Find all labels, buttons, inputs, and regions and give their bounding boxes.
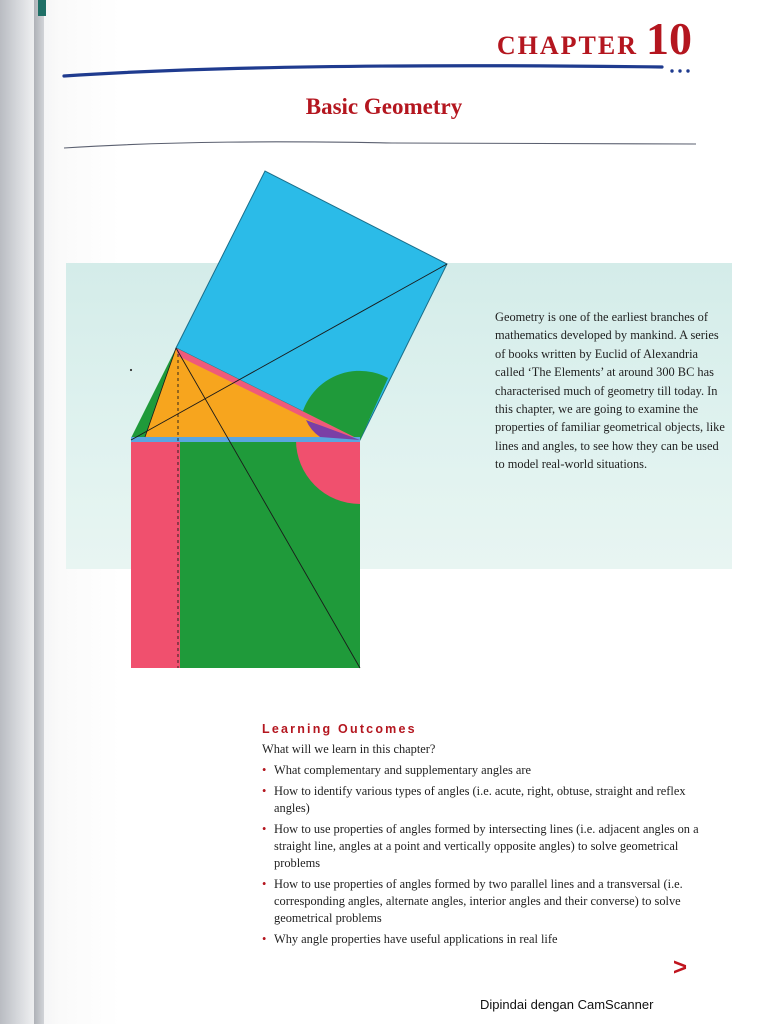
learning-outcomes-question: What will we learn in this chapter? (262, 742, 436, 756)
learning-outcomes-list (262, 762, 702, 952)
chapter-label: CHAPTER (496, 31, 638, 60)
title-underline (62, 138, 698, 154)
list-item: • How to use properties of angles formed by intersecting lines (i.e. adjacent angles on a straight line, angles at a point and vertically opposite angles) to solve geometrical problems (262, 821, 702, 872)
intro-paragraph: Geometry is one of the earliest branches of mathematics developed by mankind. A series of books written by Euclid of Alexandria called ‘The Elements’ at around 300 BC has characterised much of geometry till today. In this chapter, we are going to examine the properties of familiar geometrical objects, like lines and angles, to see how they can be used to model real-world situations. (495, 310, 725, 472)
chapter-header-rule (62, 58, 702, 88)
base-strip (131, 437, 360, 442)
list-item: • What complementary and supplementary angles are (262, 762, 702, 779)
book-spine-shadow (34, 0, 44, 1024)
chapter-title: Basic Geometry (305, 94, 463, 119)
stray-dot (130, 369, 132, 371)
list-item: • How to identify various types of angles (i.e. acute, right, obtuse, straight and reflex angles) (262, 783, 702, 817)
next-page-arrow-icon[interactable]: > (673, 954, 688, 981)
pythagoras-illustration (126, 168, 456, 672)
list-item: • How to use properties of angles formed by two parallel lines and a transversal (i.e. corresponding angles, alternate angles, interior angles and their converse) to solve geometrical problems (262, 876, 702, 927)
chapter-number: 10 (646, 13, 692, 64)
scanner-watermark: Dipindai dengan CamScanner (480, 997, 654, 1012)
long-leg-square-pink (131, 440, 180, 668)
spine-tab-marker (38, 0, 46, 16)
learning-outcomes-heading: Learning Outcomes (262, 722, 417, 736)
list-item: • Why angle properties have useful applications in real life (262, 931, 702, 948)
